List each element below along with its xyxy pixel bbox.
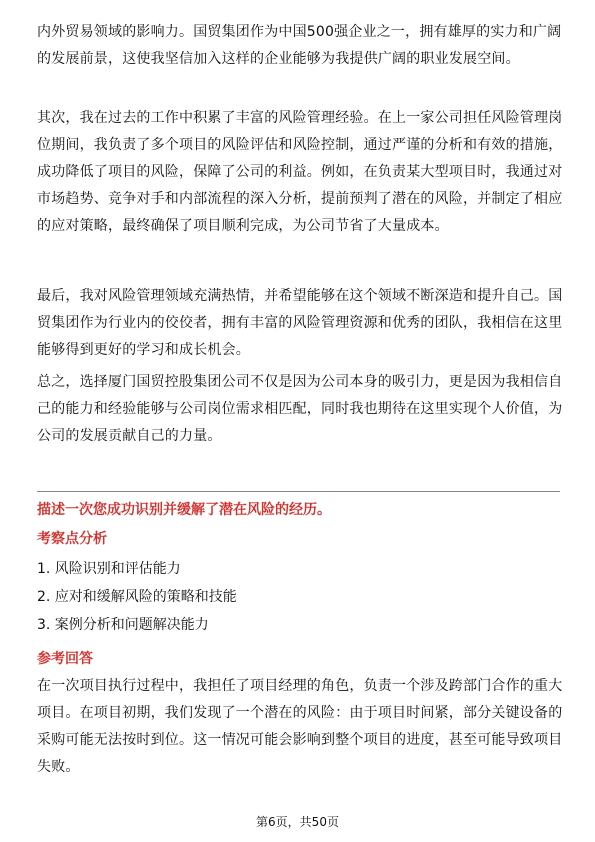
list-item: 1. 风险识别和评估能力 [37,561,181,577]
list-item: 3. 案例分析和问题解决能力 [37,617,209,633]
section-divider [37,491,560,492]
paragraph-second: 其次，我在过去的工作中积累了丰富的风险管理经验。在上一家公司担任风险管理岗位期间，我负责了多个项目的风险评估和风险控制，通过严谨的分析和有效的措施，成功降低了项目的风险，保障了公司的利益。例如，在负责某大型项目时，我通过对市场趋势、竞争对手和内部流程的深入分析，提前预判了潜在的风险，并制定了相应的应对策略，最终确保了项目顺利完成，为公司节省了大量成本。 [37,110,563,234]
interview-question: 描述一次您成功识别并缓解了潜在风险的经历。 [37,502,331,518]
analysis-title: 考察点分析 [37,531,107,547]
page-footer: 第6页，共50页 [256,815,339,829]
paragraph-third: 最后，我对风险管理领域充满热情，并希望能够在这个领域不断深造和提升自己。国贸集团作为行业内的佼佼者，拥有丰富的风险管理资源和优秀的团队，我相信在这里能够得到更好的学习和成长机会。 [37,288,563,358]
paragraph-conclusion: 总之，选择厦门国贸控股集团公司不仅是因为公司本身的吸引力，更是因为我相信自己的能力和经验能够与公司岗位需求相匹配，同时我也期待在这里实现个人价值，为公司的发展贡献自己的力量。 [37,374,563,444]
analysis-list [37,555,237,639]
answer-text: 在一次项目执行过程中，我担任了项目经理的角色，负责一个涉及跨部门合作的重大项目。在项目初期，我们发现了一个潜在的风险：由于项目时间紧，部分关键设备的采购可能无法按时到位。这一情况可能会影响到整个项目的进度，甚至可能导致项目失败。 [37,678,563,775]
answer-title: 参考回答 [37,651,93,667]
list-item: 2. 应对和缓解风险的策略和技能 [37,589,237,605]
paragraph-intro-continuation: 内外贸易领域的影响力。国贸集团作为中国500强企业之一，拥有雄厚的实力和广阔的发展前景，这使我坚信加入这样的企业能够为我提供广阔的职业发展空间。 [37,24,562,67]
